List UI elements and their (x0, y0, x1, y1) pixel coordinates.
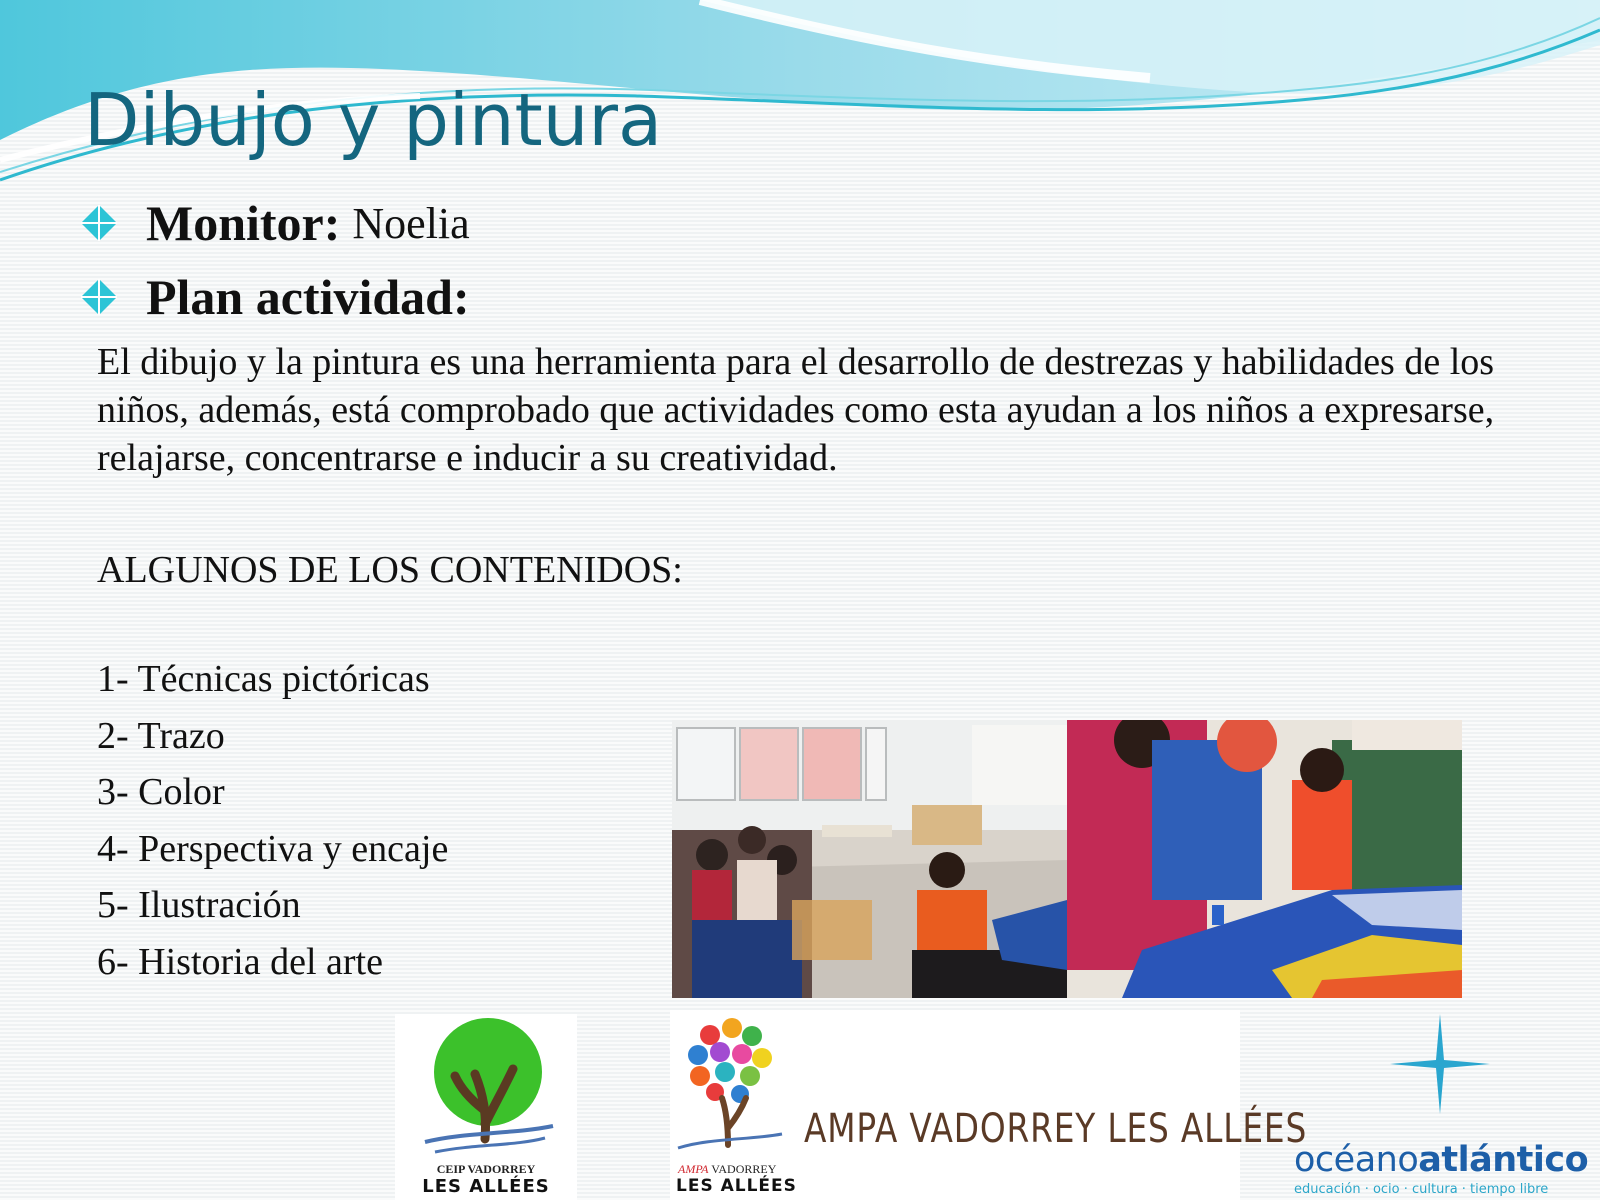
list-item: 5- Ilustración (97, 884, 301, 926)
monitor-label: Monitor: (146, 195, 341, 251)
list-item: 3- Color (97, 771, 225, 813)
oceano-atlantico-logo (1292, 1010, 1600, 1200)
monitor-name: Noelia (352, 198, 470, 248)
classroom-photo (672, 720, 1067, 998)
star-icon (1390, 1014, 1490, 1114)
contents-heading: ALGUNOS DE LOS CONTENIDOS: (97, 549, 683, 591)
ampa-small-line2: LES ALLÉES (676, 1176, 797, 1196)
ampa-wordmark: AMPA VADORREY LES ALLÉES (804, 1106, 1308, 1152)
ampa-logo (670, 1010, 1308, 1200)
plan-label: Plan actividad: (146, 269, 470, 325)
monitor-line (80, 194, 470, 252)
list-item: 2- Trazo (97, 714, 225, 757)
ampa-small-line1 (678, 1162, 776, 1177)
list-item: 1- Técnicas pictóricas (97, 658, 430, 700)
oceano-part1: océano (1294, 1140, 1419, 1180)
ceip-name-line2: LES ALLÉES (422, 1176, 550, 1197)
hands-tree-icon (670, 1010, 790, 1160)
plan-line (80, 268, 470, 326)
activity-photos (672, 720, 1462, 998)
oceano-wordmark (1294, 1140, 1588, 1180)
list-item: 4- Perspectiva y encaje (97, 827, 449, 870)
slide-title: Dibujo y pintura (84, 78, 663, 162)
oceano-tagline: educación · ocio · cultura · tiempo libre (1294, 1182, 1549, 1197)
oceano-part2: atlántico (1418, 1140, 1589, 1180)
tree-logo-icon (395, 1014, 577, 1164)
ceip-name-line1: CEIP VADORREY (436, 1162, 536, 1176)
diamond-bullet-icon (80, 204, 118, 242)
ampa-small-brand: AMPA (678, 1162, 709, 1176)
diamond-bullet-icon (80, 278, 118, 316)
painting-photo (1067, 720, 1462, 998)
ampa-small-rest: VADORREY (708, 1162, 777, 1176)
ceip-logo (395, 1014, 577, 1200)
list-item: 6- Historia del arte (97, 940, 383, 983)
contents-list (97, 658, 448, 997)
activity-description: El dibujo y la pintura es una herramienta para el desarrollo de destrezas y habilidades de los niños, además, está comprobado que actividades como esta ayudan a los niños a expresarse, relajarse, concentrarse e inducir a su creatividad. (97, 341, 1495, 479)
